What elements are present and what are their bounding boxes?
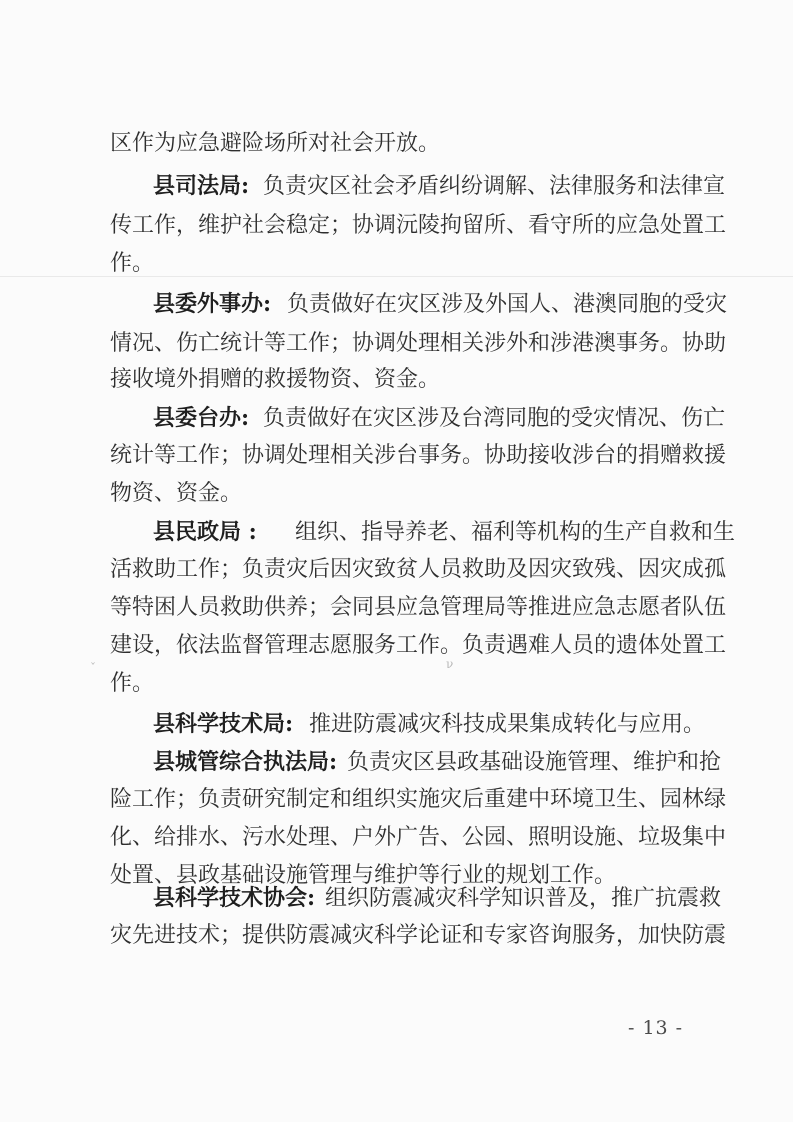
line-text: 情况、伤亡统计等工作；协调处理相关涉外和涉港澳事务。协助 xyxy=(110,331,727,356)
line-text: 等特困人员救助供养；会同县应急管理局等推进应急志愿者队伍 xyxy=(110,595,727,620)
paragraph-heading: 县委台办: xyxy=(153,405,250,431)
scan-speck: ν xyxy=(446,657,454,671)
page-number: - 13 - xyxy=(628,1017,684,1039)
line-text: 化、给排水、污水处理、户外广告、公园、照明设施、垃圾集中 xyxy=(110,825,727,850)
line-text: 险工作；负责研究制定和组织实施灾后重建中环境卫生、园林绿 xyxy=(110,787,727,812)
text-line xyxy=(0,360,793,400)
text-line xyxy=(0,588,793,628)
text-line xyxy=(0,780,793,820)
line-text: 区作为应急避险场所对社会开放。 xyxy=(110,131,441,156)
paragraph-heading: 县民政局 : xyxy=(153,519,257,545)
text-line xyxy=(0,661,793,704)
text-line xyxy=(0,166,793,206)
text-line xyxy=(0,324,793,364)
text-line xyxy=(0,436,793,476)
text-line xyxy=(0,244,793,284)
line-text: 组织、指导养老、福利等机构的生产自救和生 xyxy=(295,520,736,545)
text-line xyxy=(0,284,793,324)
scan-speck: ˇ xyxy=(90,661,96,675)
text-line xyxy=(0,626,793,666)
line-text: 负责灾区社会矛盾纠纷调解、法律服务和法律宣 xyxy=(263,174,726,199)
line-text: 物资、资金。 xyxy=(110,481,243,506)
text-line xyxy=(0,206,793,246)
line-text: 负责做好在灾区涉及台湾同胞的受灾情况、伤亡 xyxy=(263,406,726,431)
text-line xyxy=(0,818,793,858)
line-text: 建设，依法监督管理志愿服务工作。负责遇难人员的遗体处置工 xyxy=(110,633,727,658)
line-text: 负责灾区县政基础设施管理、维护和抢 xyxy=(347,750,722,775)
line-text: 作。 xyxy=(110,671,155,696)
paragraph-heading: 县司法局: xyxy=(153,173,250,199)
text-line xyxy=(0,916,793,956)
text-line xyxy=(0,878,793,918)
text-line xyxy=(0,550,793,590)
text-line xyxy=(0,398,793,438)
paragraph-heading: 县委外事办: xyxy=(153,291,272,317)
line-text: 活救助工作；负责灾后因灾致贫人员救助及因灾致残、因灾成孤 xyxy=(110,557,727,582)
line-text: 统计等工作；协调处理相关涉台事务。协助接收涉台的捐赠救援 xyxy=(110,443,727,468)
line-text: 作。 xyxy=(110,251,155,276)
line-text: 推进防震减灾科技成果集成转化与应用。 xyxy=(309,712,706,737)
text-line xyxy=(0,474,793,514)
paragraph-heading: 县科学技术协会: xyxy=(153,885,316,911)
line-text: 灾先进技术；提供防震减灾科学论证和专家咨询服务，加快防震 xyxy=(110,923,727,948)
text-line xyxy=(0,704,793,744)
paragraph-heading: 县城管综合执法局: xyxy=(153,749,338,775)
paragraph-heading: 县科学技术局: xyxy=(153,711,294,737)
text-line xyxy=(0,512,793,552)
line-text: 接收境外捐赠的救援物资、资金。 xyxy=(110,367,441,392)
line-text: 组织防震减灾科学知识普及，推广抗震救 xyxy=(325,886,722,911)
line-text: 处置、县政基础设施管理与维护等行业的规划工作。 xyxy=(110,863,617,888)
line-text: 传工作，维护社会稳定；协调沅陵拘留所、看守所的应急处置工 xyxy=(110,213,727,238)
text-line xyxy=(0,742,793,782)
text-line xyxy=(0,124,793,164)
line-text: 负责做好在灾区涉及外国人、港澳同胞的受灾 xyxy=(287,292,728,317)
